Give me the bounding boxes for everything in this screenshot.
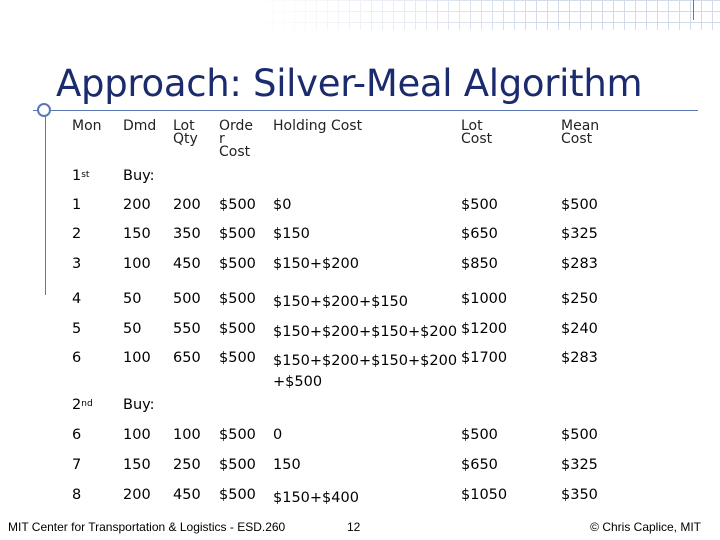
cell-month: 7 — [72, 457, 82, 473]
cell-lot-qty: 200 — [173, 197, 201, 213]
cell-holding-cost: $150+$200 — [273, 256, 359, 272]
cell-holding-cost: $150+$200+$150+$200 — [273, 324, 458, 340]
cell-holding-cost: $150+$200+$150+$200 — [273, 353, 458, 369]
cell-lot-cost: $1700 — [461, 350, 508, 366]
cell-holding-cost-continuation: +$500 — [273, 374, 323, 390]
cell-mean-cost: $500 — [561, 197, 598, 213]
cell-mean-cost: $325 — [561, 457, 598, 473]
cell-order-cost: $500 — [219, 256, 256, 272]
cell-month: 2 — [72, 226, 82, 242]
cell-demand: 100 — [123, 350, 151, 366]
cell-lot-qty: 350 — [173, 226, 201, 242]
header-mean-cost: Mean Cost — [561, 118, 600, 147]
section-1st-ordinal: 1st — [72, 168, 90, 184]
cell-demand: 200 — [123, 487, 151, 503]
cell-month: 1 — [72, 197, 82, 213]
accent-circle-icon — [37, 103, 51, 117]
cell-lot-qty: 550 — [173, 321, 201, 337]
cell-holding-cost: $150 — [273, 226, 310, 242]
cell-order-cost: $500 — [219, 427, 256, 443]
section-1st-label: Buy: — [123, 168, 155, 184]
header-holding-cost: Holding Cost — [273, 118, 363, 134]
section-2nd-ordinal: 2nd — [72, 397, 93, 413]
section-2nd-label: Buy: — [123, 397, 155, 413]
cell-lot-qty: 500 — [173, 291, 201, 307]
header-lot-qty: Lot Qty — [173, 118, 198, 147]
cell-holding-cost: 150 — [273, 457, 301, 473]
cell-lot-qty: 250 — [173, 457, 201, 473]
cell-mean-cost: $283 — [561, 350, 598, 366]
cell-lot-cost: $500 — [461, 427, 498, 443]
cell-holding-cost: $150+$400 — [273, 490, 359, 506]
slide-title: Approach: Silver-Meal Algorithm — [56, 62, 643, 105]
cell-month: 5 — [72, 321, 82, 337]
cell-lot-cost: $850 — [461, 256, 498, 272]
cell-lot-qty: 450 — [173, 256, 201, 272]
cell-lot-cost: $650 — [461, 226, 498, 242]
cell-lot-qty: 100 — [173, 427, 201, 443]
cell-order-cost: $500 — [219, 226, 256, 242]
cell-demand: 150 — [123, 457, 151, 473]
cell-mean-cost: $325 — [561, 226, 598, 242]
header-dmd: Dmd — [123, 118, 157, 134]
cell-lot-qty: 450 — [173, 487, 201, 503]
cell-month: 6 — [72, 427, 82, 443]
header-mon: Mon — [72, 118, 102, 134]
footer-page-number: 12 — [347, 520, 361, 534]
cell-lot-cost: $650 — [461, 457, 498, 473]
cell-lot-cost: $500 — [461, 197, 498, 213]
cell-demand: 100 — [123, 427, 151, 443]
header-order-cost: Orde r Cost — [219, 118, 254, 160]
cell-mean-cost: $500 — [561, 427, 598, 443]
cell-demand: 100 — [123, 256, 151, 272]
cell-lot-qty: 650 — [173, 350, 201, 366]
cell-holding-cost: 0 — [273, 427, 283, 443]
cell-order-cost: $500 — [219, 487, 256, 503]
cell-holding-cost: $0 — [273, 197, 292, 213]
cell-demand: 50 — [123, 321, 142, 337]
cell-order-cost: $500 — [219, 291, 256, 307]
footer-left: MIT Center for Transportation & Logistics - ESD.260 — [8, 520, 286, 534]
cell-mean-cost: $350 — [561, 487, 598, 503]
cell-demand: 50 — [123, 291, 142, 307]
cell-month: 4 — [72, 291, 82, 307]
cell-order-cost: $500 — [219, 321, 256, 337]
corner-grid-fade — [250, 0, 720, 30]
cell-month: 6 — [72, 350, 82, 366]
cell-lot-cost: $1000 — [461, 291, 508, 307]
cell-order-cost: $500 — [219, 457, 256, 473]
cell-demand: 200 — [123, 197, 151, 213]
cell-mean-cost: $283 — [561, 256, 598, 272]
left-accent-line — [45, 105, 46, 295]
cell-lot-cost: $1050 — [461, 487, 508, 503]
cell-demand: 150 — [123, 226, 151, 242]
footer-right: © Chris Caplice, MIT — [590, 520, 701, 534]
header-lot-cost: Lot Cost — [461, 118, 493, 147]
cell-order-cost: $500 — [219, 350, 256, 366]
cell-month: 8 — [72, 487, 82, 503]
cell-month: 3 — [72, 256, 82, 272]
cell-mean-cost: $250 — [561, 291, 598, 307]
corner-accent-line — [693, 0, 694, 20]
cell-order-cost: $500 — [219, 197, 256, 213]
cell-holding-cost: $150+$200+$150 — [273, 294, 409, 310]
cell-mean-cost: $240 — [561, 321, 598, 337]
cell-lot-cost: $1200 — [461, 321, 508, 337]
title-underline — [33, 110, 698, 111]
